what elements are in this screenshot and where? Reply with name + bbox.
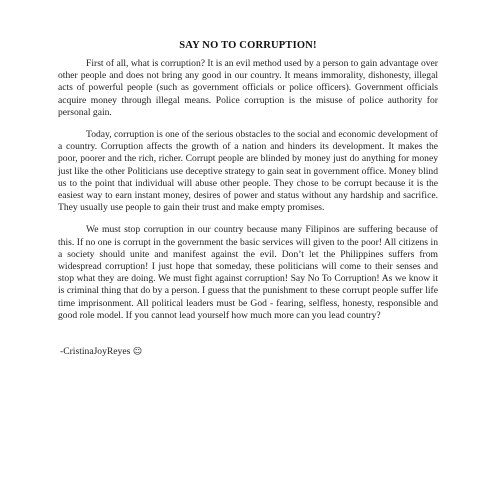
paragraph-call-to-action: We must stop corruption in our country because many Filipinos are suffering because of this. If no one is corrupt in the government the basic services will given to the poor! All citizens in a society should unite and manifest against the evil. Don’t let the Philippines suffers from widespread corruption! I just hope that someday, these politicians will come to their senses and stop what they are doing. We must fight against corruption! Say No To Corruption! As we know it is criminal thing that do by a person. I guess that the punishment to these corrupt people suffer life time imprisonment. All political leaders must be God - fearing, selfless, honesty, responsible and good role model. If you cannot lead yourself how much more can you lead country? [58, 224, 438, 321]
document-title: SAY NO TO CORRUPTION! [179, 40, 317, 51]
smiley-icon: ☺ [132, 347, 143, 358]
paragraph-definition: First of all, what is corruption? It is an evil method used by a person to gain advantage over other people and does not bring any good in our country. It means immorality, dishonesty, illegal acts of powerful people (such as government officials or police officers). Government officials acquire money through illegal means. Police corruption is the misuse of police authority for personal gain. [58, 58, 438, 118]
signature-name: -CristinaJoyReyes [60, 346, 131, 358]
paragraph-effects: Today, corruption is one of the serious obstacles to the social and economic development of a country. Corruption affects the growth of a nation and hinders its development. It makes the poor, poorer and the rich, richer. Corrupt people are blinded by money just do anything for money just like the other Politicians use deceptive strategy to gain seat in government office. Money blind us to the point that individual will abuse other people. They chose to be corrupt because it is the easiest way to earn instant money, desires of power and status without any hardship and sacrifice. They usually use people to gain their trust and make empty promises. [58, 129, 438, 214]
signature [58, 346, 438, 357]
document-page [58, 40, 438, 357]
